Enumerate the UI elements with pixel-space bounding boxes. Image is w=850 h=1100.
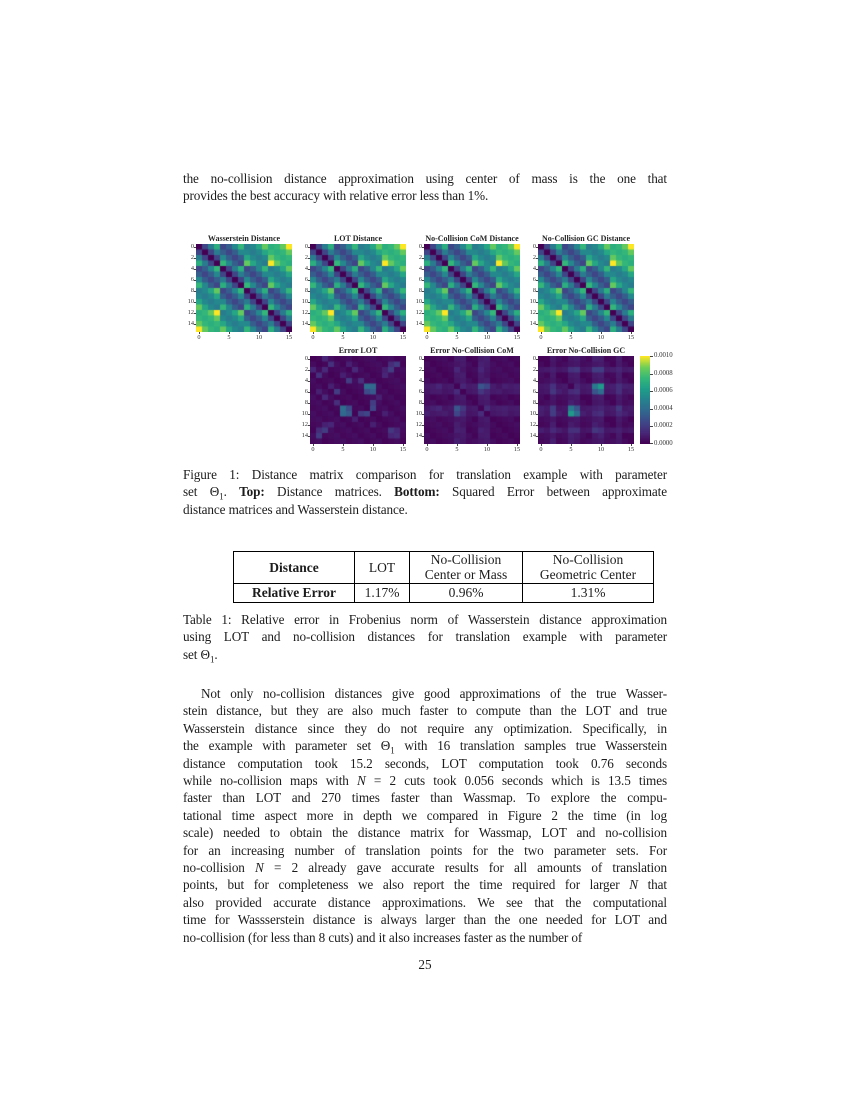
table-caption bbox=[183, 611, 667, 663]
x-axis-tick-label: 15 bbox=[399, 334, 407, 341]
y-axis-tick-label: 10 bbox=[529, 298, 536, 306]
y-axis-tick bbox=[308, 280, 310, 281]
y-axis-tick-label: 6 bbox=[418, 388, 422, 396]
x-axis-tick-label: 0 bbox=[539, 334, 543, 341]
heatmap-lot-distance bbox=[310, 244, 406, 332]
text-line: Wasserstein distance since they do not require any optimization. Specifically, in bbox=[183, 720, 667, 736]
y-axis-tick bbox=[422, 381, 424, 382]
y-axis-tick bbox=[536, 425, 538, 426]
figure-caption bbox=[183, 466, 667, 518]
x-axis-tick bbox=[373, 444, 374, 446]
x-axis-tick-label: 0 bbox=[425, 446, 429, 453]
y-axis-tick bbox=[308, 258, 310, 259]
colorbar-gradient bbox=[640, 356, 650, 444]
y-axis-tick bbox=[308, 302, 310, 303]
y-axis-tick bbox=[422, 302, 424, 303]
y-axis-tick-label: 10 bbox=[529, 410, 536, 418]
y-axis-tick bbox=[536, 302, 538, 303]
relative-error-gc: 1.31% bbox=[523, 584, 654, 603]
y-axis-tick-label: 8 bbox=[418, 287, 422, 295]
x-axis-tick-label: 10 bbox=[483, 334, 491, 341]
panel-title: Error No-Collision GC bbox=[546, 346, 626, 355]
x-axis-tick bbox=[487, 444, 488, 446]
y-axis-tick-label: 6 bbox=[304, 388, 308, 396]
y-axis-tick-label: 4 bbox=[304, 265, 308, 273]
colorbar-tick bbox=[650, 426, 653, 427]
heatmap-error-lot bbox=[310, 356, 406, 444]
y-axis-tick bbox=[422, 313, 424, 314]
heatmap-error-no-collision-com bbox=[424, 356, 520, 444]
table-header-distance: Distance bbox=[234, 552, 355, 584]
y-axis-tick-label: 10 bbox=[187, 298, 194, 306]
page-number: 25 bbox=[418, 957, 432, 972]
y-axis-tick bbox=[422, 247, 424, 248]
y-axis-tick-label: 10 bbox=[415, 410, 422, 418]
y-axis-tick-label: 10 bbox=[301, 298, 308, 306]
text-line: points, but for completeness we also report the time required for larger N that bbox=[183, 877, 667, 893]
y-axis-tick bbox=[308, 247, 310, 248]
x-axis-tick-label: 5 bbox=[227, 334, 231, 341]
y-axis-tick-label: 10 bbox=[301, 410, 308, 418]
colorbar-tick-label: 0.0010 bbox=[654, 352, 673, 359]
x-axis-tick bbox=[343, 444, 344, 446]
y-axis-tick bbox=[308, 269, 310, 270]
text-line: while no-collision maps with N = 2 cuts took 0.056 seconds which is 13.5 times bbox=[183, 773, 667, 789]
header-line: Geometric Center bbox=[539, 566, 637, 582]
y-axis-tick-label: 2 bbox=[532, 254, 536, 262]
y-axis-tick-label: 0 bbox=[418, 243, 422, 251]
header-line: No-Collision bbox=[430, 552, 502, 567]
text-line: using LOT and no-collision distances for translation example with parameter bbox=[183, 629, 667, 645]
y-axis-tick-label: 14 bbox=[187, 320, 194, 328]
panel-title: Error LOT bbox=[338, 346, 378, 355]
y-axis-tick bbox=[422, 425, 424, 426]
y-axis-tick-label: 0 bbox=[532, 355, 536, 363]
y-axis-tick bbox=[194, 269, 196, 270]
y-axis-tick bbox=[308, 370, 310, 371]
y-axis-tick bbox=[536, 359, 538, 360]
y-axis-tick bbox=[536, 291, 538, 292]
text-line: set $\Theta_1$. Top: Distance matrices. Bottom: Squared Error between approximate bbox=[183, 484, 667, 503]
y-axis-tick bbox=[308, 313, 310, 314]
y-axis-tick-label: 8 bbox=[304, 287, 308, 295]
x-axis-tick-label: 0 bbox=[197, 334, 201, 341]
y-axis-tick-label: 4 bbox=[418, 265, 422, 273]
y-axis-tick-label: 2 bbox=[418, 366, 422, 374]
x-axis-tick bbox=[403, 332, 404, 334]
y-axis-tick bbox=[308, 425, 310, 426]
y-axis-tick bbox=[536, 436, 538, 437]
text-line: stein distance, but they are also much faster to compute than the LOT and true bbox=[183, 703, 667, 719]
y-axis-tick-label: 12 bbox=[415, 421, 422, 429]
body-paragraph bbox=[183, 685, 667, 946]
x-axis-tick bbox=[541, 444, 542, 446]
x-axis-tick bbox=[229, 332, 230, 334]
x-axis-tick bbox=[457, 444, 458, 446]
y-axis-tick-label: 6 bbox=[190, 276, 194, 284]
y-axis-tick-label: 14 bbox=[301, 320, 308, 328]
y-axis-tick bbox=[536, 403, 538, 404]
y-axis-tick-label: 14 bbox=[415, 432, 422, 440]
x-axis-tick bbox=[601, 332, 602, 334]
y-axis-tick bbox=[536, 392, 538, 393]
y-axis-tick-label: 14 bbox=[529, 432, 536, 440]
x-axis-tick-label: 5 bbox=[569, 446, 573, 453]
text-line: set $\Theta_1$. bbox=[183, 646, 218, 665]
colorbar-tick-label: 0.0004 bbox=[654, 404, 673, 412]
x-axis-tick-label: 5 bbox=[455, 446, 459, 453]
x-axis-tick-label: 5 bbox=[455, 334, 459, 341]
colorbar-tick bbox=[650, 374, 653, 375]
y-axis-tick-label: 0 bbox=[532, 243, 536, 251]
y-axis-tick-label: 6 bbox=[532, 276, 536, 284]
x-axis-tick bbox=[601, 444, 602, 446]
x-axis-tick-label: 10 bbox=[597, 446, 605, 453]
x-axis-tick bbox=[571, 332, 572, 334]
text-line: distance matrices and Wasserstein distance. bbox=[183, 501, 408, 517]
y-axis-tick bbox=[536, 247, 538, 248]
y-axis-tick bbox=[194, 280, 196, 281]
y-axis-tick-label: 12 bbox=[301, 309, 308, 317]
text-line: for an increasing number of translation points for the two parameter sets. For bbox=[183, 842, 667, 858]
y-axis-tick bbox=[308, 414, 310, 415]
y-axis-tick bbox=[308, 291, 310, 292]
figure-1 bbox=[183, 236, 683, 458]
x-axis-tick bbox=[427, 332, 428, 334]
panel-title: No-Collision CoM Distance bbox=[425, 234, 519, 243]
x-axis-tick bbox=[487, 332, 488, 334]
x-axis-tick bbox=[541, 332, 542, 334]
y-axis-tick-label: 6 bbox=[418, 276, 422, 284]
y-axis-tick bbox=[422, 359, 424, 360]
x-axis-tick bbox=[313, 332, 314, 334]
y-axis-tick-label: 10 bbox=[415, 298, 422, 306]
y-axis-tick-label: 2 bbox=[418, 254, 422, 262]
y-axis-tick bbox=[308, 381, 310, 382]
y-axis-tick bbox=[422, 392, 424, 393]
heatmap-error-no-collision-gc bbox=[538, 356, 634, 444]
y-axis-tick bbox=[194, 291, 196, 292]
y-axis-tick bbox=[308, 392, 310, 393]
y-axis-tick-label: 14 bbox=[415, 320, 422, 328]
panel-title: Error No-Collision CoM bbox=[430, 346, 514, 355]
text-line: provides the best accuracy with relative error less than 1%. bbox=[183, 188, 489, 204]
y-axis-tick-label: 8 bbox=[190, 287, 194, 295]
y-axis-tick-label: 8 bbox=[532, 399, 536, 407]
y-axis-tick bbox=[422, 291, 424, 292]
table-header-lot: LOT bbox=[355, 552, 410, 584]
text-line: also provided accurate distance approximations. We see that the computational bbox=[183, 894, 667, 910]
table-header-no-collision-com bbox=[410, 552, 523, 584]
y-axis-tick bbox=[536, 414, 538, 415]
y-axis-tick-label: 14 bbox=[529, 320, 536, 328]
y-axis-tick bbox=[536, 370, 538, 371]
colorbar-tick bbox=[650, 443, 653, 444]
y-axis-tick bbox=[422, 280, 424, 281]
text-line: distance computation took 15.2 seconds, LOT computation took 0.76 seconds bbox=[183, 755, 667, 771]
x-axis-tick-label: 15 bbox=[627, 446, 635, 453]
results-table bbox=[233, 551, 654, 603]
x-axis-tick-label: 15 bbox=[513, 446, 521, 453]
table-row-label: Relative Error bbox=[234, 584, 355, 603]
table-header-row bbox=[234, 552, 654, 584]
y-axis-tick bbox=[536, 381, 538, 382]
x-axis-tick-label: 10 bbox=[369, 446, 377, 453]
x-axis-tick-label: 15 bbox=[627, 334, 635, 341]
y-axis-tick-label: 0 bbox=[418, 355, 422, 363]
y-axis-tick bbox=[422, 414, 424, 415]
text-line: faster than LOT and 270 times faster than Wassmap. To explore the compu- bbox=[183, 790, 667, 806]
y-axis-tick-label: 8 bbox=[418, 399, 422, 407]
y-axis-tick-label: 0 bbox=[304, 355, 308, 363]
x-axis-tick-label: 0 bbox=[539, 446, 543, 453]
relative-error-lot: 1.17% bbox=[355, 584, 410, 603]
relative-error-com: 0.96% bbox=[410, 584, 523, 603]
x-axis-tick-label: 5 bbox=[341, 446, 345, 453]
x-axis-tick-label: 0 bbox=[311, 334, 315, 341]
y-axis-tick-label: 8 bbox=[532, 287, 536, 295]
y-axis-tick bbox=[308, 436, 310, 437]
y-axis-tick-label: 12 bbox=[529, 309, 536, 317]
y-axis-tick-label: 6 bbox=[532, 388, 536, 396]
x-axis-tick bbox=[313, 444, 314, 446]
y-axis-tick-label: 2 bbox=[304, 254, 308, 262]
y-axis-tick bbox=[536, 280, 538, 281]
header-line: Center or Mass bbox=[424, 566, 508, 582]
y-axis-tick-label: 4 bbox=[532, 377, 536, 385]
x-axis-tick bbox=[373, 332, 374, 334]
x-axis-tick bbox=[457, 332, 458, 334]
y-axis-tick bbox=[422, 370, 424, 371]
x-axis-tick bbox=[289, 332, 290, 334]
y-axis-tick-label: 6 bbox=[304, 276, 308, 284]
y-axis-tick bbox=[536, 313, 538, 314]
text-line: Not only no-collision distances give good approximations of the true Wasser- bbox=[201, 686, 667, 701]
panel-title: Wasserstein Distance bbox=[207, 234, 281, 243]
y-axis-tick-label: 0 bbox=[304, 243, 308, 251]
panel-title: No-Collision GC Distance bbox=[542, 234, 630, 243]
y-axis-tick bbox=[422, 403, 424, 404]
text-line: the example with parameter set $\Theta_1$ with 16 translation samples true Wasserstein bbox=[183, 738, 667, 756]
heatmap-no-collision-com-distance bbox=[424, 244, 520, 332]
x-axis-tick-label: 15 bbox=[399, 446, 407, 453]
colorbar-tick bbox=[650, 356, 653, 357]
x-axis-tick bbox=[631, 444, 632, 446]
x-axis-tick bbox=[517, 444, 518, 446]
y-axis-tick bbox=[536, 269, 538, 270]
text-line: tational time aspect more in depth we compared in Figure 2 the time (in log bbox=[183, 807, 667, 823]
x-axis-tick bbox=[631, 332, 632, 334]
x-axis-tick bbox=[427, 444, 428, 446]
y-axis-tick bbox=[422, 324, 424, 325]
x-axis-tick bbox=[403, 444, 404, 446]
text-line: scale) needed to obtain the distance matrix for Wassmap, LOT and no-collision bbox=[183, 825, 667, 841]
y-axis-tick bbox=[308, 359, 310, 360]
header-line: No-Collision bbox=[552, 552, 624, 567]
x-axis-tick-label: 15 bbox=[513, 334, 521, 341]
x-axis-tick bbox=[571, 444, 572, 446]
x-axis-tick-label: 5 bbox=[569, 334, 573, 341]
text-line: no-collision N = 2 already gave accurate results for all amounts of translation bbox=[183, 860, 667, 876]
x-axis-tick-label: 15 bbox=[285, 334, 293, 341]
colorbar-tick bbox=[650, 391, 653, 392]
colorbar bbox=[640, 352, 700, 447]
y-axis-tick-label: 14 bbox=[301, 432, 308, 440]
y-axis-tick bbox=[422, 258, 424, 259]
text-line: Table 1: Relative error in Frobenius norm of Wasserstein distance approximation bbox=[183, 612, 667, 627]
text-line: Figure 1: Distance matrix comparison for translation example with parameter bbox=[183, 467, 667, 482]
y-axis-tick-label: 12 bbox=[187, 309, 194, 317]
y-axis-tick bbox=[536, 258, 538, 259]
y-axis-tick-label: 4 bbox=[304, 377, 308, 385]
x-axis-tick-label: 10 bbox=[255, 334, 263, 341]
x-axis-tick bbox=[199, 332, 200, 334]
text-line: no-collision (for less than 8 cuts) and it also increases faster as the number of bbox=[183, 929, 583, 945]
x-axis-tick-label: 10 bbox=[597, 334, 605, 341]
table-header-no-collision-gc bbox=[523, 552, 654, 584]
colorbar-tick-label: 0.0000 bbox=[654, 440, 673, 447]
panel-title: LOT Distance bbox=[333, 234, 383, 243]
y-axis-tick-label: 12 bbox=[301, 421, 308, 429]
x-axis-tick bbox=[259, 332, 260, 334]
y-axis-tick bbox=[308, 403, 310, 404]
colorbar-tick-label: 0.0002 bbox=[654, 422, 673, 430]
y-axis-tick-label: 0 bbox=[190, 243, 194, 251]
top-paragraph bbox=[183, 170, 667, 205]
y-axis-tick bbox=[194, 247, 196, 248]
heatmap-no-collision-gc-distance bbox=[538, 244, 634, 332]
y-axis-tick-label: 12 bbox=[415, 309, 422, 317]
y-axis-tick bbox=[194, 313, 196, 314]
text-line: the no-collision distance approximation using center of mass is the one that bbox=[183, 171, 667, 186]
y-axis-tick-label: 4 bbox=[418, 377, 422, 385]
x-axis-tick bbox=[517, 332, 518, 334]
y-axis-tick-label: 4 bbox=[532, 265, 536, 273]
y-axis-tick-label: 4 bbox=[190, 265, 194, 273]
y-axis-tick bbox=[422, 436, 424, 437]
x-axis-tick-label: 10 bbox=[483, 446, 491, 453]
x-axis-tick-label: 10 bbox=[369, 334, 377, 341]
y-axis-tick bbox=[308, 324, 310, 325]
colorbar-tick-label: 0.0006 bbox=[654, 387, 673, 395]
y-axis-tick-label: 2 bbox=[304, 366, 308, 374]
y-axis-tick bbox=[536, 324, 538, 325]
x-axis-tick-label: 0 bbox=[311, 446, 315, 453]
text-line: time for Wassserstein distance is always larger than the one needed for LOT and bbox=[183, 912, 667, 928]
x-axis-tick-label: 0 bbox=[425, 334, 429, 341]
colorbar-tick-label: 0.0008 bbox=[654, 369, 673, 377]
colorbar-tick bbox=[650, 409, 653, 410]
y-axis-tick bbox=[194, 302, 196, 303]
x-axis-tick bbox=[343, 332, 344, 334]
y-axis-tick-label: 8 bbox=[304, 399, 308, 407]
table-data-row bbox=[234, 584, 654, 603]
y-axis-tick bbox=[194, 258, 196, 259]
y-axis-tick bbox=[194, 324, 196, 325]
y-axis-tick-label: 2 bbox=[190, 254, 194, 262]
y-axis-tick-label: 12 bbox=[529, 421, 536, 429]
y-axis-tick bbox=[422, 269, 424, 270]
y-axis-tick-label: 2 bbox=[532, 366, 536, 374]
heatmap-wasserstein-distance bbox=[196, 244, 292, 332]
x-axis-tick-label: 5 bbox=[341, 334, 345, 341]
